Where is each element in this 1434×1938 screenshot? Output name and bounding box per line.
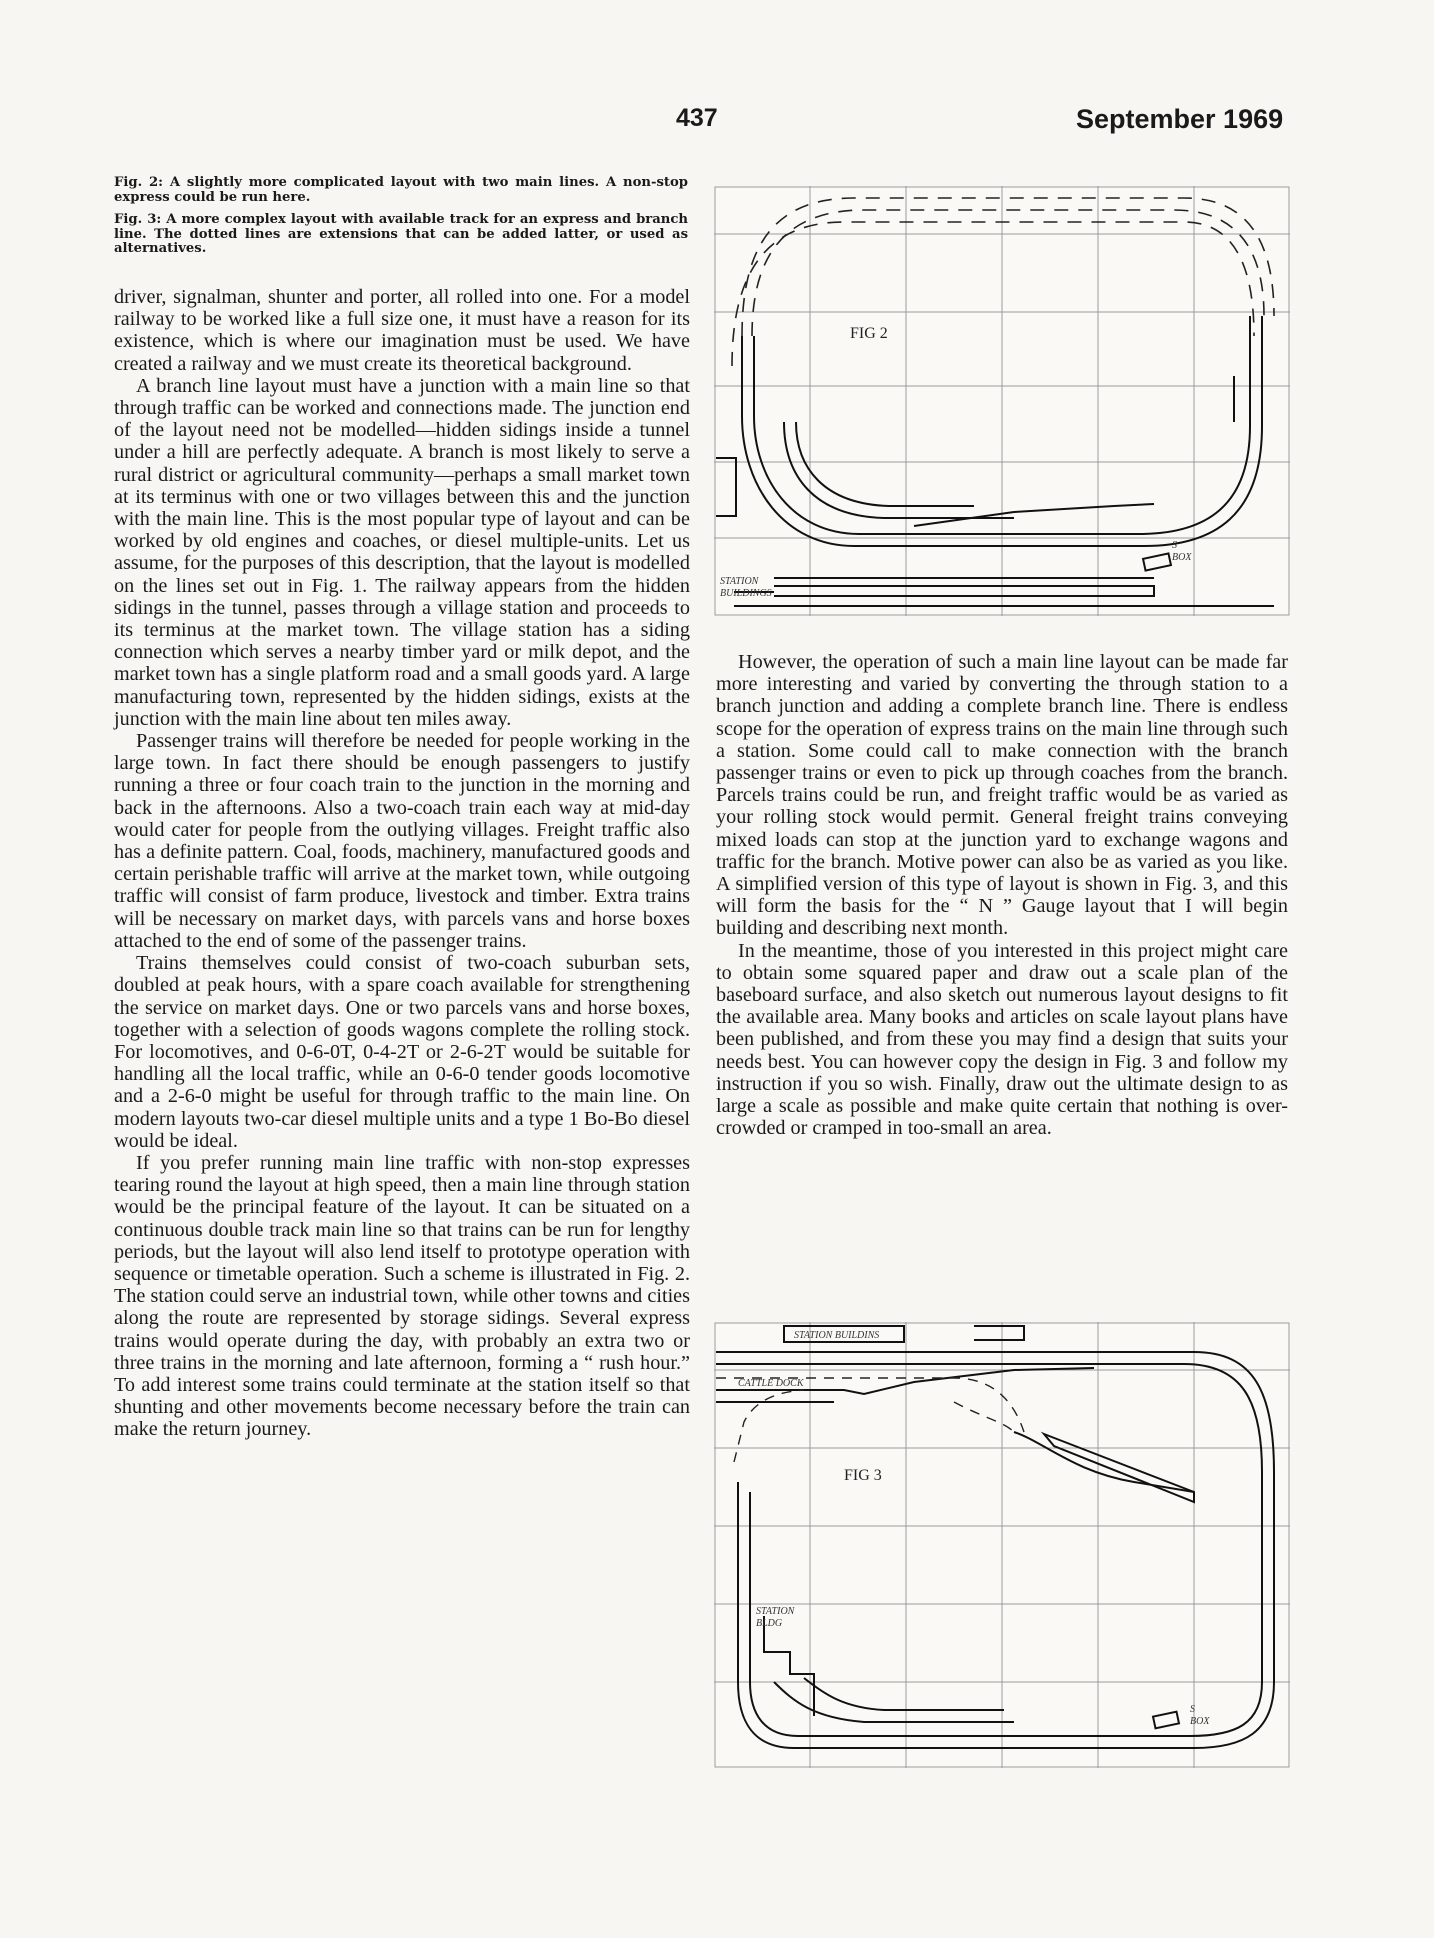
paragraph: Trains themselves could consist of two-coach suburban sets, doubled at peak hours, with a spare coach available for strengthening the service on market days. One or two parcels vans and horse boxes, together with a selection of goods wagons complete the rolling stock. For locomotives, and 0-6-0T, 0-4-2T or 2-6-2T would be suitable for handling all the local traffic, while an 0-6-0 tender goods locomotive and a 2-6-0 might be useful for through traffic to the main line. On modern layouts two-car diesel multiple units and a type 1 Bo-Bo diesel would be ideal. [114,952,690,1152]
paragraph: However, the operation of such a main line layout can be made far more interesting and varied by converting the through station to a branch junction and adding a complete branch line. There is endless scope for the operation of express trains on the main line through such a station. Some could call to make connection with the branch passenger trains or even to pick up through coaches from the branch. Parcels trains could be run, and freight traffic would be as varied as your rolling stock would permit. General freight trains conveying mixed loads can stop at the junction yard to exchange wagons and traffic for the branch. Motive power can also be as varied as you like. A simplified version of this type of layout is shown in Fig. 3, and this will form the basis for the “ N ” Gauge layout that I will begin building and describing next month. [716,651,1288,940]
paragraph: A branch line layout must have a junction with a main line so that through traffic can be worked and connections made. The junction end of the layout need not be modelled—hidden sidings inside a tunnel under a hill are perfectly adequate. A branch is most likely to serve a rural district or agricultural community—perhaps a small market town at its terminus with one or two villages between this and the junction with the main line. This is the most popular type of layout and can be worked by old engines and coaches, or diesel multiple-units. Let us assume, for the purposes of this description, that the layout is modelled on the lines set out in Fig. 1. The railway appears from the hidden sidings in the tunnel, passes through a village station and proceeds to its terminus at the market town. The village station has a siding connection which serves a nearby timber yard or milk depot, and the market town has a single platform road and a small goods yard. A large manufacturing town, represented by the hidden sidings, exists at the junction with the main line about ten miles away. [114,374,690,730]
figure-2-diagram [714,186,1290,616]
fig2-sbox-label-1: S [1172,540,1177,551]
figure-captions [114,176,688,265]
fig3-label: FIG 3 [844,1467,882,1484]
paragraph: driver, signalman, shunter and porter, all rolled into one. For a model railway to be worked like a full size one, it must have a reason for its existence, which is where our imagination must be used. We have created a railway and we must create its theoretical background. [114,286,690,375]
fig3-sbox-label-2: BOX [1190,1716,1210,1727]
caption-fig3: Fig. 3: A more complex layout with available track for an express and branch line. The dotted lines are extensions that can be added latter, or used as alternatives. [114,212,688,256]
right-column [716,651,1288,1139]
paragraph: If you prefer running main line traffic with non-stop expresses tearing round the layout at high speed, then a main line through station would be the principal feature of the layout. It can be situated on a continuous double track main line so that trains can be run for lengthy periods, but the layout will also lend itself to prototype operation with sequence or timetable operation. Such a scheme is illustrated in Fig. 2. The station could serve an industrial town, while other towns and cities along the route are represented by storage sidings. Several express trains would operate during the day, with probably an extra two or three trains in the morning and late afternoon, forming a “ rush hour.” To add interest some trains could terminate at the station itself so that shunting and other movements become necessary before the train can make the return journey. [114,1151,690,1441]
figure-3-diagram [714,1322,1290,1768]
paragraph: In the meantime, those of you interested in this project might care to obtain some squared paper and draw out a scale plan of the baseboard surface, and also sketch out numerous layout designs to fit the available area. Many books and articles on scale layout plans have been published, and from these you may find a design that suits your needs best. You can however copy the design in Fig. 3 and follow my instruction if you so wish. Finally, draw out the ultimate design to as large a scale as possible and make quite certain that nothing is over-crowded or cramped in too-small an area. [716,939,1288,1140]
fig3-station-bldg-label-1: STATION [756,1606,795,1617]
fig3-station-buildings-label: STATION BUILDINS [794,1330,880,1341]
fig3-cattle-dock-label: CATTLE DOCK [738,1378,804,1389]
fig3-track-plan [714,1322,1290,1768]
fig2-track-plan [714,186,1290,616]
fig2-sbox-label-2: BOX [1172,552,1192,563]
issue-date: September 1969 [1076,104,1284,134]
caption-fig2: Fig. 2: A slightly more complicated layout with two main lines. A non-stop express could be run here. [114,175,688,205]
fig2-station-label-1: STATION [720,576,759,587]
fig3-sbox-label-1: S [1190,1704,1195,1715]
fig2-label: FIG 2 [850,325,888,342]
left-column [114,286,690,1441]
fig3-station-bldg-label-2: BLDG [756,1618,783,1629]
paragraph: Passenger trains will therefore be needed for people working in the large town. In fact there should be enough passengers to justify running a three or four coach train to the junction in the morning and back in the afternoons. Also a two-coach train each way at mid-day would cater for people from the outlying villages. Freight traffic also has a definite pattern. Coal, foods, machinery, manufactured goods and certain perishable traffic will arrive at the market town, while outgoing traffic will consist of farm produce, livestock and timber. Extra trains will be necessary on market days, with parcels vans and horse boxes attached to the end of some of the passenger trains. [114,730,690,952]
fig2-station-label-2: BUILDINGS [720,588,772,599]
page-number: 437 [676,104,718,132]
